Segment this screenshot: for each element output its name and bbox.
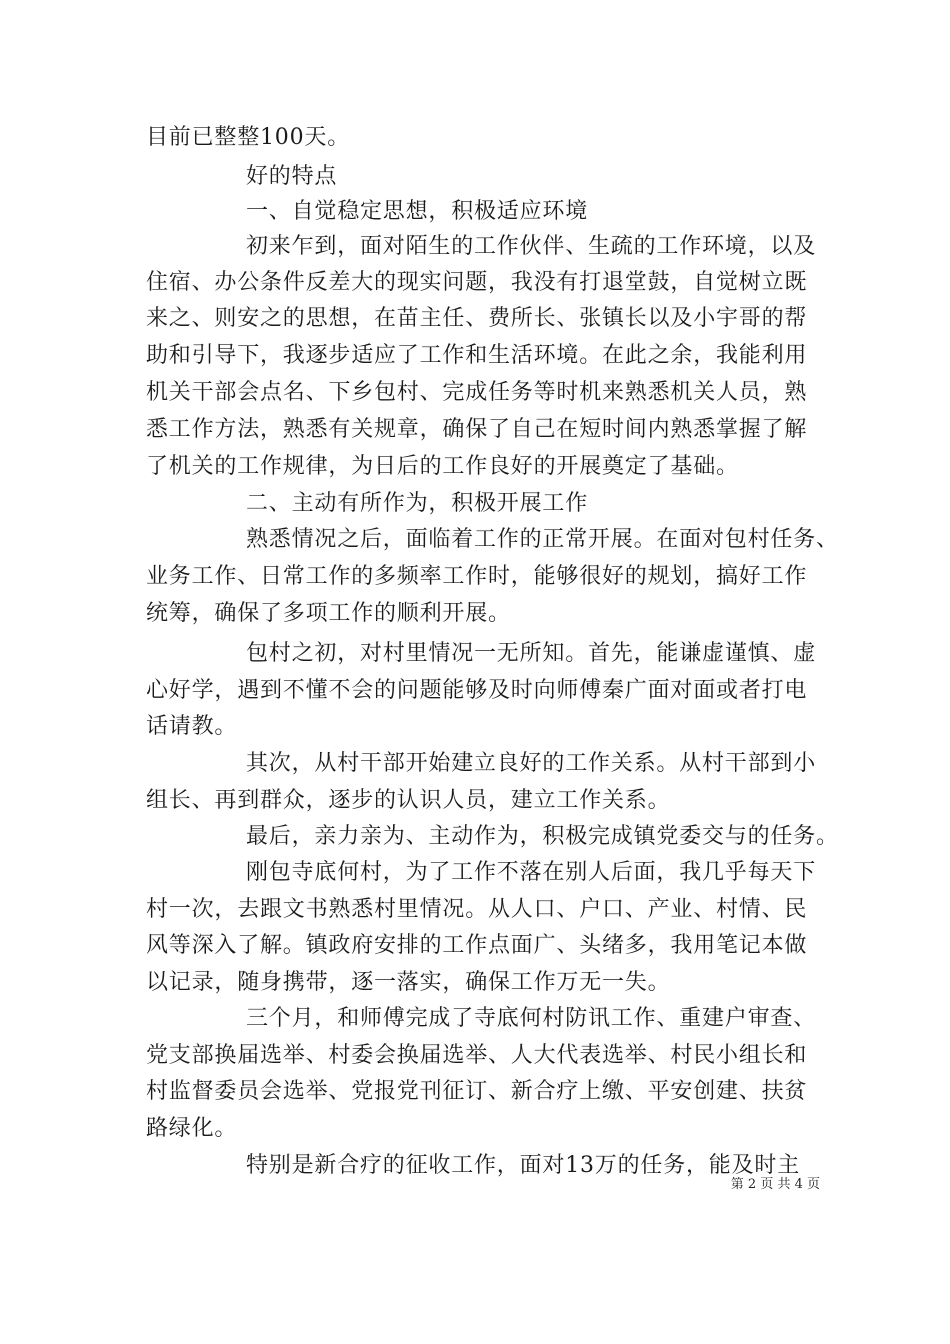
body-line-8: 机关干部会点名、下乡包村、完成任务等时机来熟悉机关人员，熟: [146, 380, 808, 405]
body-line-10: 了机关的工作规律，为日后的工作良好的开展奠定了基础。: [146, 454, 739, 479]
body-line-6: 来之、则安之的思想，在苗主任、费所长、张镇长以及小宇哥的帮: [146, 306, 808, 331]
body-line-24: 以记录，随身携带，逐一落实，确保工作万无一失。: [146, 970, 671, 995]
body-line-9: 悉工作方法，熟悉有关规章，确保了自己在短时间内熟悉掌握了解: [146, 417, 808, 442]
section-heading-1: 一、自觉稳定思想，积极适应环境: [246, 199, 589, 224]
body-line-29: 特别是新合疗的征收工作，面对13万的任务，能及时主: [246, 1153, 800, 1178]
body-line-12: 熟悉情况之后，面临着工作的正常开展。在面对包村任务、: [246, 527, 839, 552]
body-line-23: 风等深入了解。镇政府安排的工作点面广、头绪多，我用笔记本做: [146, 933, 808, 958]
body-line-13: 业务工作、日常工作的多频率工作时，能够很好的规划，搞好工作: [146, 564, 808, 589]
section-heading-features: 好的特点: [246, 164, 338, 189]
body-line-21: 刚包寺底何村，为了工作不落在别人后面，我几乎每天下: [246, 860, 817, 885]
body-line-27: 村监督委员会选举、党报党刊征订、新合疗上缴、平安创建、扶贫: [146, 1079, 808, 1104]
body-line-1: 目前已整整100天。: [146, 125, 350, 150]
page-number-footer: 第 2 页 共 4 页: [730, 1177, 820, 1192]
body-line-14: 统筹，确保了多项工作的顺利开展。: [146, 601, 511, 626]
body-line-25: 三个月，和师傅完成了寺底何村防讯工作、重建户审查、: [246, 1006, 817, 1031]
section-heading-2: 二、主动有所作为，积极开展工作: [246, 491, 589, 516]
body-line-20: 最后，亲力亲为、主动作为，积极完成镇党委交与的任务。: [246, 824, 839, 849]
body-line-19: 组长、再到群众，逐步的认识人员，建立工作关系。: [146, 788, 671, 813]
body-line-28: 路绿化。: [146, 1116, 238, 1141]
body-line-16: 心好学，遇到不懂不会的问题能够及时向师傅秦广面对面或者打电: [146, 678, 808, 703]
body-line-22: 村一次，去跟文书熟悉村里情况。从人口、户口、产业、村情、民: [146, 897, 808, 922]
body-line-15: 包村之初，对村里情况一无所知。首先，能谦虚谨慎、虚: [246, 641, 817, 666]
body-line-7: 助和引导下，我逐步适应了工作和生活环境。在此之余，我能利用: [146, 343, 808, 368]
body-line-26: 党支部换届选举、村委会换届选举、人大代表选举、村民小组长和: [146, 1043, 808, 1068]
body-line-18: 其次，从村干部开始建立良好的工作关系。从村干部到小: [246, 751, 817, 776]
body-line-17: 话请教。: [146, 714, 238, 739]
body-line-5: 住宿、办公条件反差大的现实问题，我没有打退堂鼓，自觉树立既: [146, 270, 808, 295]
body-line-4: 初来乍到，面对陌生的工作伙伴、生疏的工作环境，以及: [246, 234, 817, 259]
